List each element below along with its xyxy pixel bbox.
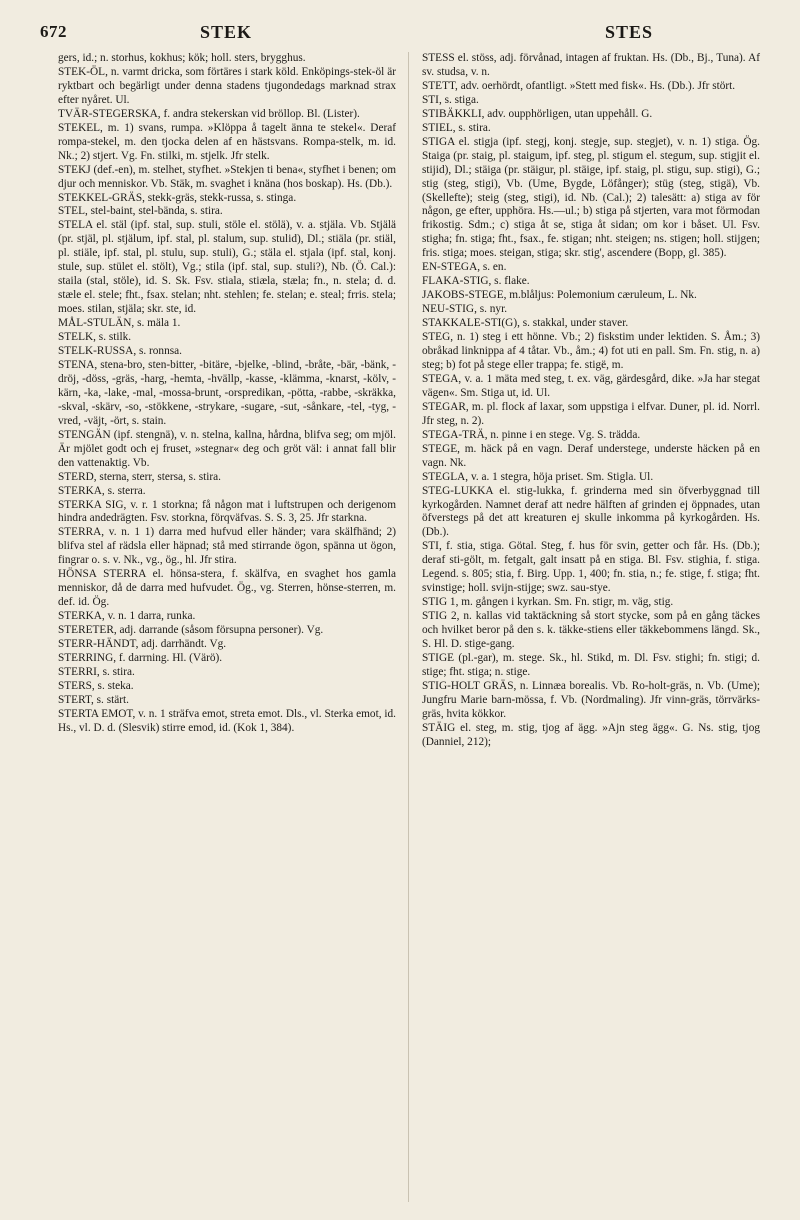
dictionary-entry: STEKJ (def.-en), m. stelhet, styfhet. »Stekjen ti bena«, styfhet i benen; om djur och menniskor. Vb. Stäk, m. svaghet i knäna (hos boskap). Hs. (Db.). bbox=[58, 163, 396, 190]
dictionary-entry: TVÄR-STEGERSKA, f. andra stekerskan vid bröllop. Bl. (Lister). bbox=[58, 107, 360, 120]
dictionary-entry: STIEL, s. stira. bbox=[422, 121, 491, 134]
dictionary-entry: STENGÄN (ipf. stengnä), v. n. stelna, kallna, hårdna, blifva seg; om mjöl. Är mjölet godt och ej fruset, »stegnar« deg och gröt väl: i annat fall blir den vattenaktig. Vb. bbox=[58, 428, 396, 469]
dictionary-entry: STENA, stena-bro, sten-bitter, -bitäre, -bjelke, -blind, -bråte, -bär, -bänk, -dröj, -döss, -gräs, -harg, -hemta, -hvällp, -kasse, -klämma, -knarst, -kölv, -kärn, -ka, -lake, -mal, -mossa-brunt, -orspredikan, -pötta, -rabbe, -skräkka, -skval, -skärv, -so, -stökkene, -strykare, -sugare, -sut, -sånkare, -tel, -tyg, -vred, -väjt, -ört, s. stain. bbox=[58, 358, 396, 427]
dictionary-entry: STEKEL, m. 1) svans, rumpa. »Klöppa å tagelt änna te stekel«. Deraf rompa-stekel, m. den tjocka delen af en hästsvans. Rompa-stelk, m. id. Nk.; 2) stjert. Vg. Fn. stilki, m. stjelk. Jfr stelk. bbox=[58, 121, 396, 162]
dictionary-entry: STERKA, v. n. 1 darra, runka. bbox=[58, 610, 196, 623]
dictionary-entry: STERRI, s. stira. bbox=[58, 665, 135, 678]
dictionary-entry: STERTA EMOT, v. n. 1 sträfva emot, streta emot. Dls., vl. Sterka emot, id. Hs., vl. D. d. (Slesvik) stirre emod, id. (Kok 1, 384). bbox=[58, 707, 396, 734]
dictionary-entry: STESS el. stöss, adj. förvånad, intagen af fruktan. Hs. (Db., Bj., Tuna). Af sv. studsa, v. n. bbox=[422, 52, 760, 78]
dictionary-entry: STIGE (pl.-gar), m. stege. Sk., hl. Stikd, m. Dl. Fsv. stighi; fn. stigi; d. stige; fht. stiga; n. stige. bbox=[422, 651, 760, 678]
dictionary-entry: STERS, s. steka. bbox=[58, 679, 134, 692]
dictionary-entry: STERKA, s. sterra. bbox=[58, 484, 146, 497]
dictionary-entry: EN-STEGA, s. en. bbox=[422, 261, 507, 274]
dictionary-entry: STELK, s. stilk. bbox=[58, 331, 132, 344]
dictionary-entry: FLAKA-STIG, s. flake. bbox=[422, 275, 530, 288]
dictionary-entry: STETT, adv. oerhördt, ofantligt. »Stett med fisk«. Hs. (Db.). Jfr stört. bbox=[422, 79, 736, 92]
dictionary-entry: STAKKALE-STI(G), s. stakkal, under staver. bbox=[422, 317, 629, 330]
dictionary-entry: STERKA SIG, v. r. 1 storkna; få någon mat i luftstrupen och derigenom hindra andedrägten. Fsv. storkna, förqväfvas. S. S. 3, 25. Jfr starkna. bbox=[58, 498, 396, 525]
dictionary-entry: STI, f. stia, stiga. Götal. Steg, f. hus för svin, getter och får. Hs. (Db.); deraf sti-gölt, m. fetgalt, galt insatt på en stiga. Bl. Fsv. stighia, f. stiga. Legend. s. 805; stia, f. Birg. Upp. 1, 400; fn. stia, n.; fe. stige, f. stiga; fht. svinstige; holl. svijn-stijge; swz. sau-stye. bbox=[422, 540, 760, 595]
dictionary-entry: STEGA, v. a. 1 mäta med steg, t. ex. väg, gärdesgård, dike. »Ja har stegat vägen«. Sm. Stiga ut, id. Ul. bbox=[422, 372, 760, 399]
dictionary-entry: STELK-RUSSA, s. ronnsa. bbox=[58, 345, 182, 358]
dictionary-entry: HÖNSA STERRA el. hönsa-stera, f. skälfva, en svaghet hos gamla menniskor, då de darra med hufvudet. Ög., vg. Sterren, hönse-sterren, m. def. id. Ög. bbox=[58, 568, 396, 609]
dictionary-entry: STERRA, v. n. 1 1) darra med hufvud eller händer; vara skälfhänd; 2) blifva stel af rädsla eller häpnad; stå med stirrande ögon, spänna ut ögon, fingrar o. s. v. Nk., vg., ög., hl. Jfr stira. bbox=[58, 526, 396, 567]
dictionary-entry: STERETER, adj. darrande (såsom försupna personer). Vg. bbox=[58, 624, 324, 637]
right-column bbox=[422, 52, 760, 750]
dictionary-entry: gers, id.; n. storhus, kokhus; kök; holl. sters, brygghus. bbox=[58, 52, 306, 64]
dictionary-entry: STEGLA, v. a. 1 stegra, höja priset. Sm. Stigla. Ul. bbox=[422, 470, 654, 483]
dictionary-entry: STERRING, f. darrning. Hl. (Värö). bbox=[58, 651, 223, 664]
dictionary-entry: MÅL-STULÄN, s. mäla 1. bbox=[58, 317, 181, 330]
right-guide-word: STES bbox=[605, 22, 654, 42]
dictionary-entry: STEK-ÖL, n. varmt dricka, som förtäres i stark köld. Enköpings-stek-öl är ryktbart och begärligt under denna stadens tjugondedags marknad strax efter nyåret. Ul. bbox=[58, 65, 396, 106]
dictionary-entry: STEKKEL-GRÄS, stekk-gräs, stekk-russa, s. stinga. bbox=[58, 191, 297, 204]
column-divider bbox=[408, 52, 409, 1202]
dictionary-entry: STEGAR, m. pl. flock af laxar, som uppstiga i elfvar. Duner, pl. id. Norrl. Jfr steg, n. 2). bbox=[422, 400, 760, 427]
dictionary-entry: STEL, stel-baint, stel-bända, s. stira. bbox=[58, 205, 223, 218]
dictionary-entry: STERT, s. stärt. bbox=[58, 693, 129, 706]
page-number: 672 bbox=[40, 22, 67, 41]
left-guide-word: STEK bbox=[200, 22, 253, 42]
dictionary-entry: STIBÄKKLI, adv. oupphörligen, utan uppehåll. G. bbox=[422, 107, 653, 120]
dictionary-entry: STEG-LUKKA el. stig-lukka, f. grinderna med sin öfverbyggnad till kyrkogården. Namnet deraf att nedre hälften af grinden ej öppnades, utan öfverstegs på det att kreaturen ej skulle inkomma på kyrkogården. Hs. (Db.). bbox=[422, 484, 760, 539]
left-column bbox=[58, 52, 396, 736]
dictionary-entry: STIGA el. stigja (ipf. stegj, konj. stegje, sup. stegjet), v. n. 1) stiga. Ög. Staiga (pr. staig, pl. staigum, ipf. steg, pl. stigum el. stegum, sup. stigjit el. stijid), Dl.; stäiga (pr. stäigur, pl. stäige, ipf. staig, pl. stigu, sup. stigi), G.; stig (steg, stigi), Vb. (Ume, Bygde, Löfånger); stüg (steg, stigä), Vb. (Skellefte); steig (steg, stigi), id. Nb. (Cal.); 2) talesätt: a) stiga av för någon, ge efter, upphöra. Hs.—ul.; b) stiga på stjerten, vara mot förmodan frikostig. Sdm.; c) stiga åt se, stiga åt sidan; om kor i båset. Ul. Fsv. stigha; fn. stiga; fht., fsax., fe. stigan; nht. steigen; ns. stigen; holl. stijgen; fris. stiga; moes. steigan, stiga; skr. stig', ascendere (Bopp, gl. 385). bbox=[422, 135, 760, 260]
dictionary-entry: STIG-HOLT GRÄS, n. Linnæa borealis. Vb. Ro-holt-gräs, n. Vb. (Ume); Jungfru Marie barn-mössa, f. Vb. (Nordmaling). Jfr vinn-gräs, törrvärks-gräs, hvita kökkor. bbox=[422, 679, 760, 720]
dictionary-entry: STI, s. stiga. bbox=[422, 93, 479, 106]
dictionary-entry: NEU-STIG, s. nyr. bbox=[422, 303, 508, 316]
dictionary-entry: STIG 2, n. kallas vid taktäckning så stort stycke, som på en gång täckes och hvilket beror på den s. k. täkke-stiens eller täkkebommens längd. Sk., S. Hl. D. stige-gang. bbox=[422, 610, 760, 651]
dictionary-entry: STÄIG el. steg, m. stig, tjog af ägg. »Ajn steg ägg«. G. Ns. stig, tjog (Danniel, 212); bbox=[422, 721, 760, 748]
page-header bbox=[40, 22, 770, 48]
dictionary-entry: STIG 1, m. gången i kyrkan. Sm. Fn. stigr, m. väg, stig. bbox=[422, 596, 674, 609]
dictionary-entry: STELA el. stäl (ipf. stal, sup. stuli, stöle el. stölä), v. a. stjäla. Vb. Stjälä (pr. stjäl, pl. stjälum, ipf. stal, pl. stalum, sup. stulid), Dl.; stiäla (pr. stiäl, pl. stiäle, ipf. stal, pl. stulu, sup. stuli), G.; stäla el. stjala (ipf. stal, konj. stule, sup. stület el. stölt), Vg.; stila (ipf. stal, sup. stuli?), Nb. (Ö. Cal.): staila (stal, stöle), id. S. Sk. Fsv. stiala, stiæla, stæla; fn., n. stela; d. d. stæle el. stele; fht., fsax. stelan; nht. stehlen; fe. stelan; e. steal; frris. stela; moes. stilan, stjäla; skr. ste, id. bbox=[58, 219, 396, 316]
dictionary-entry: STEGA-TRÄ, n. pinne i en stege. Vg. S. trädda. bbox=[422, 428, 641, 441]
dictionary-entry: STEG, n. 1) steg i ett hönne. Vb.; 2) fiskstim under lektiden. S. Åm.; 3) obråkad linknippa af 4 tåtar. Vb., åm.; 4) fot uti en pall. Sm. Fn. stig, n. a) steg; b) fot på stege eller trappa; fe. stigë, m. bbox=[422, 331, 760, 371]
dictionary-entry: STEGE, m. häck på en vagn. Deraf understege, underste häcken på en vagn. Nk. bbox=[422, 442, 760, 469]
dictionary-entry: JAKOBS-STEGE, m.blåljus: Polemonium cæruleum, L. Nk. bbox=[422, 289, 697, 302]
dictionary-entry: STERR-HÄNDT, adj. darrhändt. Vg. bbox=[58, 638, 227, 651]
dictionary-entry: STERD, sterna, sterr, stersa, s. stira. bbox=[58, 470, 222, 483]
